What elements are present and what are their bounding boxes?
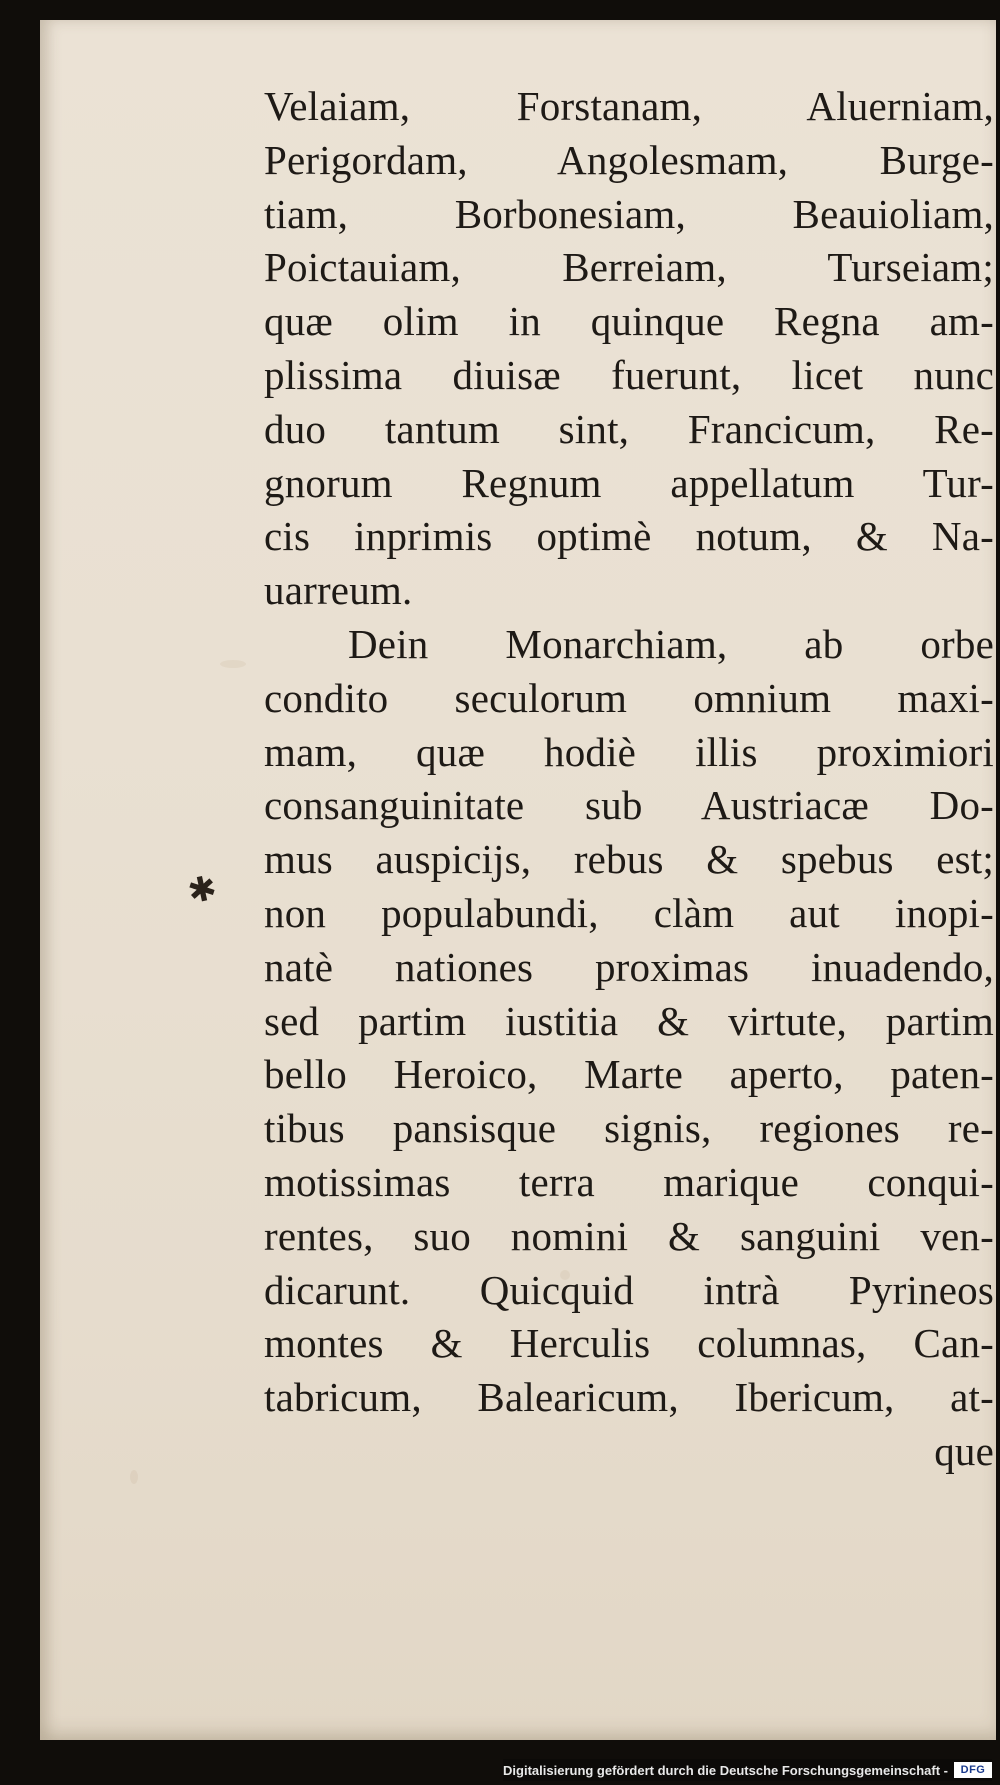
- text-line: natè nationes proximas inuadendo,: [264, 943, 994, 990]
- digitization-footer: [503, 1759, 992, 1781]
- margin-mark-icon: ✱: [184, 867, 221, 913]
- dfg-logo-icon: DFG: [954, 1762, 992, 1778]
- text-line: Perigordam, Angolesmam, Burge-: [264, 136, 994, 183]
- paper-stain: [130, 1470, 138, 1484]
- text-line: gnorum Regnum appellatum Tur-: [264, 459, 994, 506]
- text-line: mus auspicijs, rebus & spebus est;: [264, 836, 994, 883]
- paper-stain: [220, 660, 246, 668]
- text-line: plissima diuisæ fuerunt, licet nunc: [264, 351, 994, 398]
- text-line: tabricum, Balearicum, Ibericum, at-: [264, 1374, 994, 1421]
- text-line: motissimas terra marique conqui-: [264, 1158, 994, 1205]
- text-line: quæ olim in quinque Regna am-: [264, 298, 994, 345]
- text-line: condito seculorum omnium maxi-: [264, 674, 994, 721]
- text-line: tiam, Borbonesiam, Beauioliam,: [264, 190, 994, 237]
- text-line: sed partim iustitia & virtute, partim: [264, 997, 994, 1044]
- text-line: tibus pansisque signis, regiones re-: [264, 1105, 994, 1152]
- text-line: Velaiam, Forstanam, Aluerniam,: [264, 83, 994, 129]
- catchword: que: [934, 1427, 994, 1474]
- text-line: consanguinitate sub Austriacæ Do-: [264, 782, 994, 829]
- text-line: uarreum.: [264, 567, 413, 614]
- text-line: montes & Herculis columnas, Can-: [264, 1320, 994, 1367]
- text-line: bello Heroico, Marte aperto, paten-: [264, 1051, 994, 1098]
- text-line: mam, quæ hodiè illis proximiori: [264, 728, 994, 775]
- text-line: dicarunt. Quicquid intrà Pyrineos: [264, 1266, 994, 1313]
- body-text: [264, 80, 994, 1479]
- text-line: Poictauiam, Berreiam, Turseiam;: [264, 244, 994, 291]
- book-page: [40, 20, 996, 1740]
- text-line: non populabundi, clàm aut inopi-: [264, 889, 994, 936]
- text-line: duo tantum sint, Francicum, Re-: [264, 405, 994, 452]
- paragraph-start-line: Dein Monarchiam, ab orbe: [348, 620, 994, 667]
- text-line: cis inprimis optimè notum, & Na-: [264, 513, 994, 560]
- text-line: rentes, suo nomini & sanguini ven-: [264, 1212, 994, 1259]
- funding-credit: Digitalisierung gefördert durch die Deutsche Forschungsgemeinschaft -: [503, 1762, 948, 1778]
